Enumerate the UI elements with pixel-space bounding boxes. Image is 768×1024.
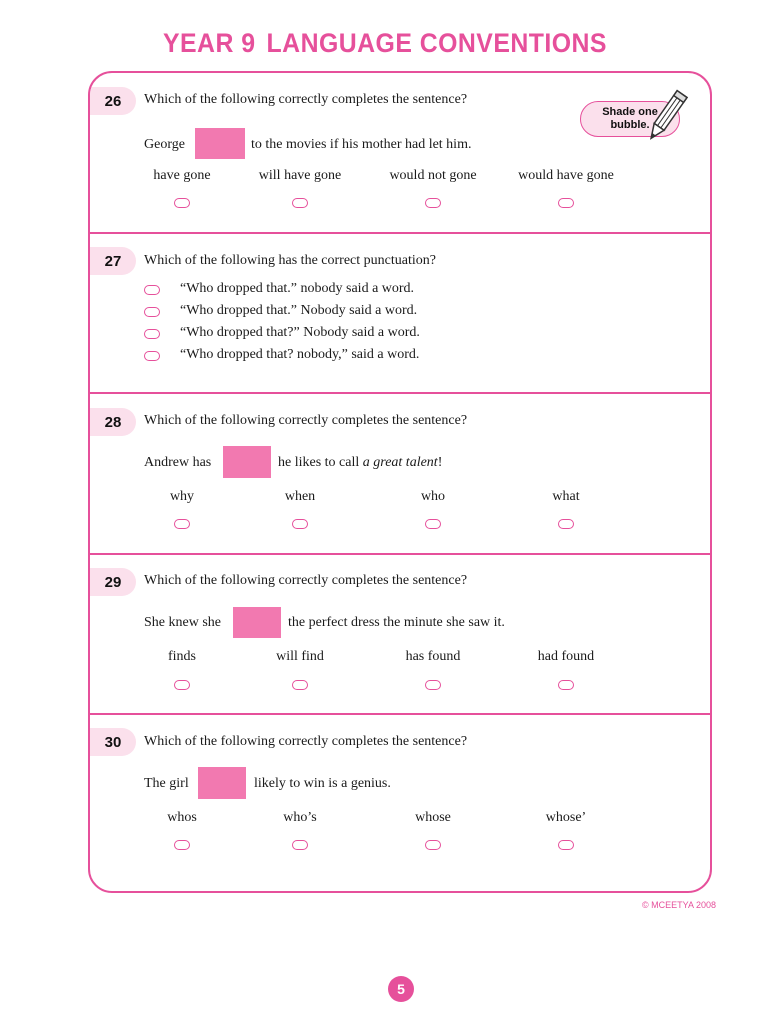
option-label: will find [276,649,324,664]
answer-blank [198,767,246,799]
question-prompt: Which of the following correctly completes the sentence? [144,734,468,749]
page-title [163,28,607,59]
answer-bubble[interactable] [174,519,190,529]
option-label: “Who dropped that.” Nobody said a word. [180,303,418,318]
question-frame [88,71,712,893]
shade-instruction: Shade one bubble. [580,101,680,137]
option-label: “Who dropped that?” Nobody said a word. [180,325,420,340]
answer-bubble[interactable] [292,519,308,529]
question-prompt: Which of the following correctly completes the sentence? [144,413,468,428]
option-label: “Who dropped that? nobody,” said a word. [180,347,420,362]
answer-bubble[interactable] [174,680,190,690]
question-number: 27 [90,247,136,275]
option-label: would not gone [389,168,477,183]
answer-bubble[interactable] [292,198,308,208]
answer-bubble[interactable] [144,307,160,317]
question-number: 30 [90,728,136,756]
question-number: 28 [90,408,136,436]
answer-bubble[interactable] [425,198,441,208]
answer-bubble[interactable] [425,840,441,850]
answer-bubble[interactable] [174,840,190,850]
question-prompt: Which of the following has the correct punctuation? [144,253,436,268]
question-prompt: Which of the following correctly completes the sentence? [144,573,468,588]
sentence-end: to the movies if his mother had let him. [251,137,472,152]
option-label: whose’ [545,810,587,825]
divider [90,553,710,555]
answer-bubble[interactable] [425,519,441,529]
divider [90,232,710,234]
answer-bubble[interactable] [292,680,308,690]
divider [90,392,710,394]
divider [90,713,710,715]
option-label: “Who dropped that.” nobody said a word. [180,281,415,296]
sentence-end: the perfect dress the minute she saw it. [288,615,505,630]
copyright: © MCEETYA 2008 [642,900,716,910]
option-label: when [284,489,316,504]
page-number: 5 [388,976,414,1002]
subject-label: LANGUAGE CONVENTIONS [266,28,607,58]
option-label: who [420,489,446,504]
answer-bubble[interactable] [144,285,160,295]
option-label: has found [405,649,461,664]
answer-blank [233,607,281,638]
answer-bubble[interactable] [144,329,160,339]
option-label: what [552,489,580,504]
answer-bubble[interactable] [174,198,190,208]
answer-bubble[interactable] [558,680,574,690]
option-label: had found [537,649,595,664]
answer-bubble[interactable] [558,519,574,529]
answer-bubble[interactable] [558,840,574,850]
question-prompt: Which of the following correctly completes the sentence? [144,92,468,107]
answer-bubble[interactable] [292,840,308,850]
sentence: The girl [144,776,189,791]
sentence-end: he likes to call a great talent! [278,455,443,470]
option-label: whose [415,810,451,825]
question-number: 29 [90,568,136,596]
option-label: whos [167,810,197,825]
pencil-icon [644,87,688,147]
option-label: why [169,489,195,504]
sentence-end: likely to win is a genius. [254,776,391,791]
option-label: finds [168,649,196,664]
sentence: She knew she [144,615,221,630]
year-label: YEAR 9 [163,28,256,58]
answer-blank [223,446,271,478]
answer-bubble[interactable] [425,680,441,690]
sentence: Andrew has [144,455,212,470]
answer-blank [195,128,245,159]
option-label: would have gone [518,168,614,183]
option-label: will have gone [258,168,342,183]
option-label: have gone [153,168,211,183]
question-number: 26 [90,87,136,115]
answer-bubble[interactable] [144,351,160,361]
sentence: George [144,137,185,152]
answer-bubble[interactable] [558,198,574,208]
option-label: who’s [283,810,317,825]
